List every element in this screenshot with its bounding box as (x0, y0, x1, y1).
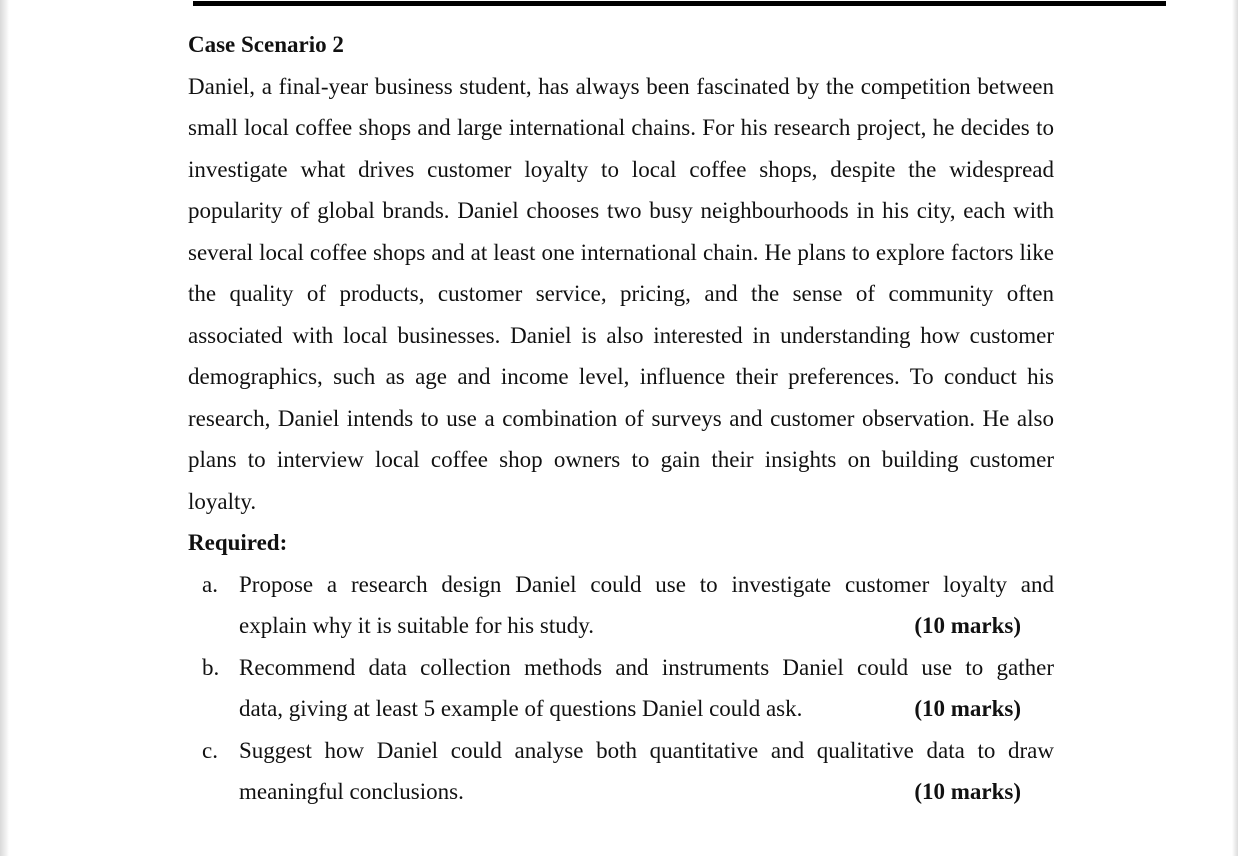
page-right-edge (1232, 0, 1238, 856)
document-page (188, 24, 1054, 813)
question-text-line1: Suggest how Daniel could analyse both quantitative and qualitative data to draw (239, 737, 1054, 763)
question-item-c (188, 730, 1054, 813)
required-questions-list (188, 564, 1054, 813)
question-item-b (188, 647, 1054, 730)
question-text-line2: data, giving at least 5 example of questions Daniel could ask. (239, 696, 803, 721)
question-item-a (188, 564, 1054, 647)
case-heading: Case Scenario 2 (188, 32, 344, 57)
question-letter: c. (202, 737, 218, 763)
question-letter: b. (202, 654, 220, 680)
question-text-line1: Recommend data collection methods and instruments Daniel could use to gather (239, 654, 1054, 680)
question-marks: (10 marks) (914, 779, 1021, 804)
question-text-line2: meaningful conclusions. (239, 779, 464, 804)
case-paragraph: Daniel, a final-year business student, has always been fascinated by the competition between small local coffee shops and large international chains. For his research project, he decides to investigate what drives customer loyalty to local coffee shops, despite the widespread popularity of global brands. Daniel chooses two busy neighbourhoods in his city, each with several local coffee shops and at least one international chain. He plans to explore factors like the quality of products, customer service, pricing, and the sense of community often associated with local businesses. Daniel is also interested in understanding how customer demographics, such as age and income level, influence their preferences. To conduct his research, Daniel intends to use a combination of surveys and customer observation. He also plans to interview local coffee shop owners to gain their insights on building customer loyalty. (188, 73, 1054, 514)
question-text-line1: Propose a research design Daniel could use to investigate customer loyalty and (239, 571, 1054, 597)
required-label: Required: (188, 530, 288, 555)
page-left-edge (0, 0, 9, 856)
top-rule-divider (193, 1, 1166, 6)
question-marks: (10 marks) (914, 613, 1021, 638)
question-text-line2: explain why it is suitable for his study. (239, 613, 594, 638)
question-marks: (10 marks) (914, 696, 1021, 721)
question-letter: a. (202, 571, 218, 597)
